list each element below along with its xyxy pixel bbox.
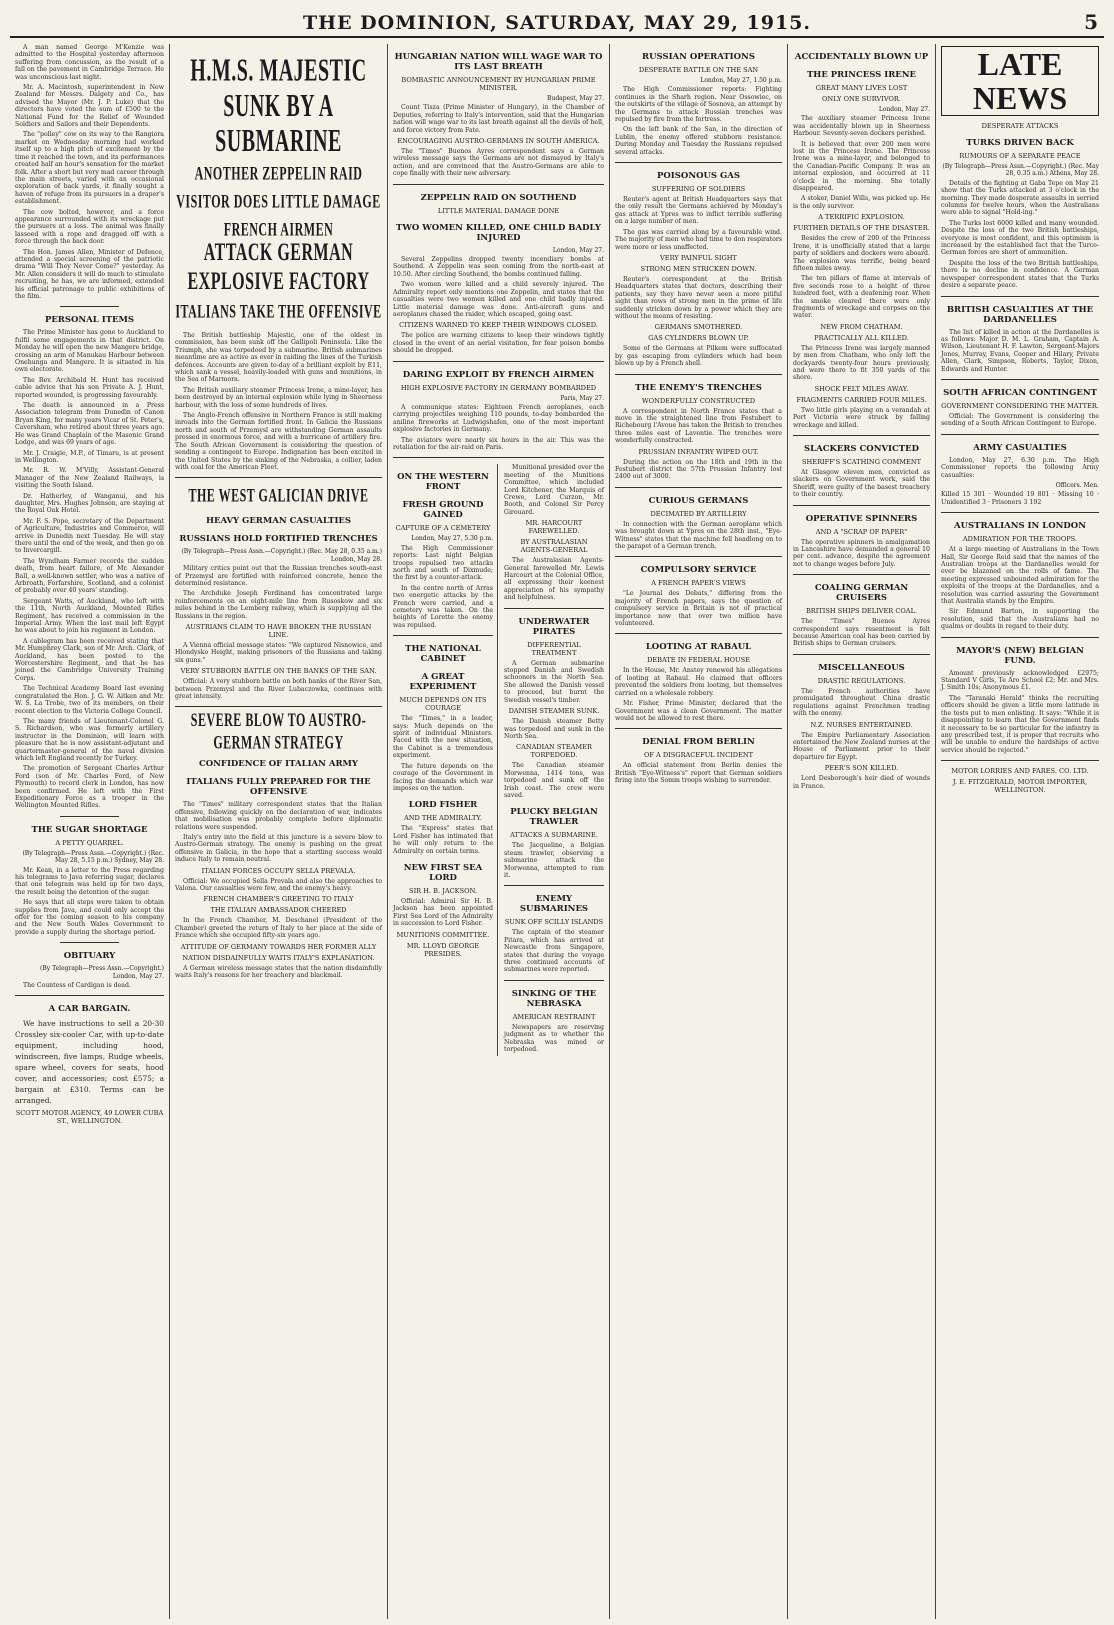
article-text: The Rev. Archibald H. Hunt has received cable advice that his son Private A. J. Hunt, reported wounded, is progressing favourably.: [15, 376, 164, 399]
sub-heading: FURTHER DETAILS OF THE DISASTER.: [793, 224, 930, 233]
sub-heading: SHOCK FELT MILES AWAY.: [814, 384, 909, 393]
sub-heading: A TERRIFIC EXPLOSION.: [818, 213, 905, 222]
headline-south-african: SOUTH AFRICAN CONTINGENT: [943, 387, 1097, 398]
sub-heading: MR. HARCOURT FAREWELLED.: [525, 519, 583, 536]
sub-heading: GOVERNMENT CONSIDERING THE MATTER.: [941, 401, 1099, 410]
sub-heading: DRASTIC REGULATIONS.: [817, 676, 906, 685]
headline-curious: CURIOUS GERMANS: [648, 495, 749, 506]
dateline: Paris, May 27.: [560, 394, 604, 402]
sub-heading: MUNITIONS COMMITTEE.: [396, 930, 490, 939]
sub-heading: BY AUSTRALASIAN AGENTS-GENERAL: [520, 538, 588, 555]
sub-heading: VERY STUBBORN BATTLE ON THE BANKS OF THE SAN.: [180, 667, 377, 676]
headline-spinners: OPERATIVE SPINNERS: [805, 513, 918, 524]
table-header: Officers. Men.: [1055, 481, 1099, 489]
article-text: Mr. A. Macintosh, superintendent in New Zealand for Messrs. Dalgety and Co., has advised the Mayor (Mr. J. P. Luke) that the directors have voted the sum of £500 to the National Fund for the Relief of Wounded Soldiers and Sailors and their Dependents.: [15, 84, 164, 129]
sub-heading: WONDERFULLY CONSTRUCTED: [641, 396, 756, 405]
sub-heading: TWO WOMEN KILLED, ONE CHILD BADLY INJURED: [396, 222, 601, 243]
summary-text: The British battleship Majestic, one of the oldest in commission, has been sunk off the Gallipoli Peninsula. Like the Triumph, she was torpedoed by a submarine. British submarines meantime are as active as ever in raiding the lines of the Turkish defences. Accounts are given to-day of a brilliant exploit by E11, which sank a vessel, heavily-loaded with guns and munitions, in the Sea of Marmora.: [175, 332, 382, 384]
article-text: The auxiliary steamer Princess Irene was accidentally blown up in Sheerness Harbour. Seventy-seven dockers perished.: [793, 115, 930, 138]
sub-heading: PRACTICALLY ALL KILLED.: [814, 333, 909, 342]
sub-heading: THE ITALIAN AMBASSADOR CHEERED: [210, 906, 347, 915]
sub-heading: CONFIDENCE OF ITALIAN ARMY: [198, 759, 358, 770]
article-text: A communique states: Eighteen French aeroplanes, each carrying projectiles weighing 110 pounds, to-day bombarded the aniline fireworks at Ludwigshafen, one of the most important explosive factories in Germany.: [393, 403, 604, 434]
article-text: Details of the fighting at Gaba Tepe on May 21 show that the Turks attacked at 3 o'clock in the morning. They made desperate assaults in serried columns for twelve hours, when the Australians were able to signal "Hold-ing.": [941, 179, 1099, 217]
headline-french: FRENCH AIRMEN: [223, 217, 334, 241]
sub-heading: MUCH DEPENDS ON ITS COURAGE: [399, 696, 487, 713]
headline-western: ON THE WESTERN FRONT: [397, 472, 489, 493]
sub-heading: LITTLE MATERIAL DAMAGE DONE: [437, 206, 560, 215]
sub-heading: VERY PAINFUL SIGHT: [660, 253, 737, 262]
sub-heading: ADMIRATION FOR THE TROOPS.: [962, 535, 1078, 544]
headline-sea-lord: NEW FIRST SEA LORD: [403, 862, 483, 883]
sub-heading: FRESH GROUND GAINED: [402, 500, 484, 521]
headline-majestic: H.M.S. MAJESTIC: [190, 53, 367, 89]
advertisement-signature: SCOTT MOTOR AGENCY, 49 LOWER CUBA ST., WELLINGTON.: [15, 1109, 164, 1126]
sub-heading: DECIMATED BY ARTILLERY: [650, 509, 747, 518]
article-text: Several Zeppelins dropped twenty incendiary bombs at Southend. A Zeppelin was seen coming from the north-east at 10.50. After circling Southend, the bombs continued falling.: [393, 256, 604, 278]
sub-heading: SUFFERING OF SOLDIERS: [651, 185, 746, 194]
article-text: The "Times," in a leader, says: Much depends on the spirit of individual Ministers. Faced with the new situation, the Cabinet is a tremendous experiment.: [393, 715, 493, 760]
headline-southend: ZEPPELIN RAID ON SOUTHEND: [420, 192, 577, 203]
sub-heading: AMERICAN RESTRAINT: [512, 1012, 596, 1021]
article-text: A man named George M'Kenzie was admitted to the Hospital yesterday afternoon suffering from concussion, as the result of a fall on the pavement in Cambridge Terrace. He was unconscious last night.: [15, 44, 164, 81]
advertisement-signature: J. E. FITZGERALD, MOTOR IMPORTER, WELLINGTON.: [952, 778, 1088, 795]
sub-heading: GERMANS SMOTHERED.: [654, 323, 743, 332]
sub-heading: CANADIAN STEAMER TORPEDOED.: [516, 743, 592, 760]
sub-heading: FRENCH CHAMBER'S GREETING TO ITALY: [203, 895, 354, 904]
sub-heading: RUMOURS OF A SEPARATE PEACE: [959, 152, 1081, 160]
article-text: The Prime Minister has gone to Auckland to fulfil some engagements in that district. On Monday he will open the new Mangere bridge, crossing an arm of Manukau Harbour between Onehunga and Mangere. It is situated in his own electorate.: [15, 329, 164, 374]
sub-heading: ATTACKS A SUBMARINE.: [510, 831, 598, 840]
dateline: (By Telegraph—Press Assn.—Copyright.) (Rec. May 28, 0.35 a.m.) London, May 28.: [181, 548, 382, 563]
sub-heading: PRUSSIAN INFANTRY WIPED OUT.: [638, 447, 759, 456]
sub-heading: NEW FROM CHATHAM.: [820, 322, 903, 331]
sub-heading: DANISH STEAMER SUNK.: [508, 707, 600, 716]
section-heading: THE SUGAR SHORTAGE: [31, 824, 148, 835]
sub-heading: FRAGMENTS CARRIED FOUR MILES.: [796, 395, 927, 404]
dateline: (By Telegraph—Press Assn.—Copyright.) London, May 27.: [40, 965, 164, 980]
headline-plucky: PLUCKY BELGIAN TRAWLER: [510, 807, 598, 828]
headline-gas: POISONOUS GAS: [657, 171, 740, 182]
headline-hungarian: HUNGARIAN NATION WILL WAGE WAR TO ITS LAST BREATH: [394, 52, 603, 72]
sub-heading: ATTITUDE OF GERMANY TOWARDS HER FORMER ALLY: [180, 942, 377, 951]
column-6: LATE NEWS DESPERATE ATTACKS TURKS DRIVEN BACK RUMOURS OF A SEPARATE PEACE (By Telegraph—Press Assn.—Copyright.) (Rec. May 28, 0.35 a.m.) Athens, May 28. Details of the fighting at Gaba Tepe on May 21 show that the Turks attacked at 3 o'clock in the morning. They made desperate assaults in serried columns for twelve hours, when the Australians were able to signal "Hold-ing." The Turks lost 6000 killed and many wounded. Despite the loss of the two British battleships, everyone is most confident, and this optimism is increased by the established fact that the Turco-German forces are short of ammunition. Despite the loss of the two British battleships, there is no decline in confidence. A German newspaper correspondent states that the Turks desire a separate peace. BRITISH CASUALTIES AT THE DARDANELLES The list of killed in action at the Dardanelles is as follows: Major D. M. L. Graham, Captain A. Wilson, Lieutenant H. F. Lawton, Sergeant-Majors Jones, Murray, Evans, Cooper and Hilary, Private Allen, Clark, Simpson, Roberts, Taylor, Dixon, Edwards and Hunter. SOUTH AFRICAN CONTINGENT GOVERNMENT CONSIDERING THE MATTER. Official: The Government is considering the sending of a South African Contingent to Europe. ARMY CASUALTIES London, May 27, 6.30 p.m. The High Commissioner reports the following Army casualties: Officers. Men. Killed 15 301 · Wounded 19 801 · Missing 10 · Unidentified 3 · Prisoners 3 192 AUSTRALIANS IN LONDON ADMIRATION FOR THE TROOPS. At a large meeting of Australians in the Town Hall, Sir George Reid said that the names of the Australian troops at the Dardanelles would for ever be blazoned on the rolls of fame. The meeting expressed unbounded admiration for the exploits of the troops at the Dardanelles, and a resolution was carried assuring the Government that Australia stands by the Empire. Sir Edmund Barton, in supporting the resolution, said that the Australians had no qualms or doubts in regard to their duty. MAYOR'S (NEW) BELGIAN FUND. Amount previously acknowledged £2975; Standard V Girls, Te Aro School £2; Mr. and Mrs. J. Smith 10s; Anonymous £1. The "Taranaki Herald" thinks the recruiting officers should be given a little more latitude in the tests put to men enlisting. It says: "While it is disappointing to learn that the Government finds it necessary to be so particular for the infantry in any prescribed test, it is proper that recruits who will be unable to endure the hardships of active service should be rejected." MOTOR LORRIES AND FARES. CO. LTD. J. E. FITZGERALD, MOTOR IMPORTER, WELLINGTON.: [941, 46, 1099, 795]
masthead-title: THE DOMINION, SATURDAY, MAY 29, 1915.: [302, 12, 812, 34]
summary-text: The British auxiliary steamer Princess Irene, a mine-layer, has been destroyed by an internal explosion while lying in Sheerness harbour, with the loss of some hundreds of lives.: [175, 386, 382, 409]
article-text: The High Commissioner reports: Last night Belgian troops repulsed two attacks north and south of Dixmude; the first by a counter-attack.: [393, 544, 493, 582]
headline-misc: MISCELLANEOUS: [818, 662, 905, 673]
sub-heading: DIFFERENTIAL TREATMENT: [527, 640, 581, 657]
headline-galician: THE WEST GALICIAN DRIVE: [188, 484, 369, 507]
article-text: Reuter's agent at British Headquarters says that the only result the Germans achieved by Monday's gas attack at Ypres was to inflict terrible suffering on a large number of men.: [615, 196, 782, 226]
sub-heading: MR. LLOYD GEORGE PRESIDES.: [406, 941, 480, 958]
headline-turks: TURKS DRIVEN BACK: [966, 138, 1074, 148]
headline-slackers: SLACKERS CONVICTED: [804, 444, 919, 454]
headline-coaling: COALING GERMAN CRUISERS: [814, 583, 909, 604]
section-heading: OBITUARY: [63, 951, 116, 962]
column-5: ACCIDENTALLY BLOWN UP THE PRINCESS IRENE GREAT MANY LIVES LOST ONLY ONE SURVIVOR. London, May 27. The auxiliary steamer Princess Irene was accidentally blown up in Sheerness Harbour. Seventy-seven dockers perished. It is believed that over 200 men were lost in the Princess Irene. The Princess Irene was a mine-layer, and belonged to the Canadian-Pacific Company. It was an internal explosion, and occurred at 11 o'clock in the morning. She totally disappeared. A stoker, Daniel Wills, was picked up. He is the only survivor. A TERRIFIC EXPLOSION. FURTHER DETAILS OF THE DISASTER. Besides the crew of 200 of the Princess Irene, it is unofficially stated that a large party of soldiers and dockers were aboard. The explosion was terrific, being heard fifteen miles away. The ten pillars of flame at intervals of five seconds rose to a height of three hundred feet, with a deafening roar. When the smoke cleared there were only fragments of wreckage and corpses on the water. NEW FROM CHATHAM. PRACTICALLY ALL KILLED. The Princess Irene was largely manned by men from Chatham, who only left the dockyards twenty-four hours previously, and were there to fit 350 yards of the shore. SHOCK FELT MILES AWAY. FRAGMENTS CARRIED FOUR MILES. Two little girls playing on a verandah at Port Victoria were struck by falling wreckage and killed. SLACKERS CONVICTED SHERIFF'S SCATHING COMMENT At Glasgow eleven men, convicted as slackers on Government work, said the Sheriff, were guilty of the basest treachery to their country. OPERATIVE SPINNERS AND A "SCRAP OF PAPER" The operative spinners in amalgamation in Lancashire have demanded a general 10 per cent. advance, despite the agreement not to change wages before July. COALING GERMAN CRUISERS BRITISH SHIPS DELIVER COAL. The "Times" Buenos Ayres correspondent says resentment is felt because American coal has been carried by British ships to German cruisers. MISCELLANEOUS DRASTIC REGULATIONS. The French authorities have promulgated throughout China drastic regulations against Frenchmen trading with the enemy. N.Z. NURSES ENTERTAINED. The Empire Parliamentary Association entertained the New Zealand nurses at the House of Parliament prior to their departure for Egypt. PEER'S SON KILLED. Lord Desborough's heir died of wounds in France.: [788, 44, 936, 1619]
sub-heading: A FRENCH PAPER'S VIEWS: [651, 579, 746, 588]
masthead: [10, 10, 1104, 38]
section-heading: PERSONAL ITEMS: [44, 315, 135, 326]
headline-sunk: SUNK BY A SUBMARINE: [215, 88, 342, 160]
dateline: London, May 27.: [878, 106, 930, 113]
sub-heading: HEAVY GERMAN CASUALTIES: [205, 516, 352, 527]
column-4: RUSSIAN OPERATIONS DESPERATE BATTLE ON THE SAN London, May 27, 1.50 p.m. The High Commissioner reports: Fighting continues in the Sharh region. Near Ossowiec, on the outskirts of the village of Sosnova, an attempt by the Germans to attack Russian trenches was repulsed by fire from the fortress. On the left bank of the San, in the direction of Lublin, the enemy offered stubborn resistance. During Monday and Tuesday the Russians repulsed several attacks. POISONOUS GAS SUFFERING OF SOLDIERS Reuter's agent at British Headquarters says that the only result the Germans achieved by Monday's gas attack at Ypres was to inflict terrible suffering on a large number of men. The gas was carried along by a favourable wind. The majority of men who had time to don respirators were more or less unaffected. VERY PAINFUL SIGHT STRONG MEN STRICKEN DOWN. Reuter's correspondent at the British Headquarters states that doctors, describing their patients, say they have never seen a more pitiful sight than rows of strong men in the prime of life suddenly stricken down by a power which they are without the means of resisting. GERMANS SMOTHERED. GAS CYLINDERS BLOWN UP. Some of the Germans at Pilkem were suffocated by gas escaping from cylinders which had been blown up by a French shell. THE ENEMY'S TRENCHES WONDERFULLY CONSTRUCTED A correspondent in North France states that a move in the straightened line from Festubert to Richebourg l'Avoue has taken the British to trenches three miles east of Laventie. The trenches were wonderfully constructed. PRUSSIAN INFANTRY WIPED OUT. During the action on the 18th and 19th in the Festubert district the 57th Prussian Infantry lost 2400 out of 3000. CURIOUS GERMANS DECIMATED BY ARTILLERY In connection with the German aeroplane which was brought down at Ypres on the 28th inst., "Eye-Witness" states that the machine fell headlong on to the parapet of a German trench. COMPULSORY SERVICE A FRENCH PAPER'S VIEWS "Le Journal des Debats," differing from the majority of French papers, says the question of compulsory service in Britain is not of practical importance now that over two million have volunteered. LOOTING AT RABAUL DEBATE IN FEDERAL HOUSE In the House, Mr. Anstey renewed his allegations of looting at Rabaul. He claimed that officers prevented the soldiers from looting, but themselves carried on a wholesale robbery. Mr. Fisher, Prime Minister, declared that the Government was a clean Government. The matter would not be allowed to rest there. DENIAL FROM BERLIN OF A DISGRACEFUL INCIDENT An official statement from Berlin denies the British "Eye-Witness's" report that German soldiers firing into the Somm troops wishing to surrender.: [610, 44, 788, 1619]
sub-heading: RUSSIANS HOLD FORTIFIED TRENCHES: [179, 534, 378, 545]
headline-visitor: VISITOR DOES LITTLE DAMAGE: [176, 189, 381, 213]
headline-italians: ITALIANS TAKE THE OFFENSIVE: [175, 299, 382, 323]
dateline: (By Telegraph—Press Assn.—Copyright.) (Rec. May 28, 5.15 p.m.) Sydney, May 28.: [22, 849, 164, 865]
sub-heading: SHERIFF'S SCATHING COMMENT: [801, 458, 921, 466]
dateline: London, May 27.: [552, 246, 604, 254]
sub-heading: AND THE ADMIRALTY.: [404, 814, 482, 823]
sub-heading: BOMBASTIC ANNOUNCEMENT BY HUNGARIAN PRIME MINISTER.: [401, 76, 596, 92]
column-2: H.M.S. MAJESTIC SUNK BY A SUBMARINE ANOTHER ZEPPELIN RAID VISITOR DOES LITTLE DAMAGE FRENCH AIRMEN ATTACK GERMAN EXPLOSIVE FACTORY ITALIANS TAKE THE OFFENSIVE The British battleship Majestic, one of the oldest in commission, has been sunk off the Gallipoli Peninsula. Like the Triumph, she was torpedoed by a submarine. British submarines meantime are as active as ever in raiding the lines of the Turkish defences. Accounts are given to-day of a brilliant exploit by E11, which sank a vessel, heavily-loaded with guns and munitions, in the Sea of Marmora. The British auxiliary steamer Princess Irene, a mine-layer, has been destroyed by an internal explosion while lying in Sheerness harbour, with the loss of some hundreds of lives. The Anglo-French offensive in Northern France is still making inroads into the German fortified front. In Galicia the Russians north and south of Przemysl are withstanding German assaults pressed in enormous force, and with a hurricane of artillery fire. The South African Government is considering the question of sending a contingent to Europe. Indignation has been excited in the United States by the sinking of the Nebraska, a collier, laden with coal for the American Fleet. THE WEST GALICIAN DRIVE HEAVY GERMAN CASUALTIES RUSSIANS HOLD FORTIFIED TRENCHES (By Telegraph—Press Assn.—Copyright.) (Rec. May 28, 0.35 a.m.) London, May 28. Military critics point out that the Russian trenches south-east of Przemysl are fortified with reinforced concrete, hence the determined resistance. The Archduke Joseph Ferdinand has concentrated large reinforcements on an eight-mile line from Rusoskow and six miles behind in the Lemberg railway, which is supplying all the Russians in the region. AUSTRIANS CLAIM TO HAVE BROKEN THE RUSSIAN LINE. A Vienna official message states: "We captured Nisnowice, and Hlondysko Height, making prisoners of the Russians and taking six guns." VERY STUBBORN BATTLE ON THE BANKS OF THE SAN. Official: A very stubborn battle on both banks of the River San, between Przemysl and the River Lubaczowka, continues with great intensity. SEVERE BLOW TO AUSTRO-GERMAN STRATEGY CONFIDENCE OF ITALIAN ARMY ITALIANS FULLY PREPARED FOR THE OFFENSIVE The "Times" military correspondent states that the Italian offensive, following quickly on the declaration of war, indicates that mobilisation was probably complete before diplomatic relations were suspended. Italy's entry into the field at this juncture is a severe blow to Austro-German strategy. The enemy is pushing on the great offensive in Galicia, in the hope that a startling success would induce Italy to remain neutral. ITALIAN FORCES OCCUPY SELLA PREVALA. Official: We occupied Sella Prevala and also the approaches to Valona. Our casualties were few, and the enemy's heavy. FRENCH CHAMBER'S GREETING TO ITALY THE ITALIAN AMBASSADOR CHEERED In the French Chamber, M. Deschanel (President of the Chamber) greeted the return of Italy to her place at the side of France which she occupied fifty-six years ago. ATTITUDE OF GERMANY TOWARDS HER FORMER ALLY NATION DISDAINFULLY WAITS ITALY'S EXPLANATION. A German wireless message states that the nation disdainfully waits Italy's reasons for her treachery and blackmail.: [170, 44, 388, 1619]
headline-attack: ATTACK GERMAN EXPLOSIVE FACTORY: [187, 239, 370, 296]
sub-heading: AUSTRIANS CLAIM TO HAVE BROKEN THE RUSSIAN LINE.: [185, 622, 372, 639]
headline-berlin: DENIAL FROM BERLIN: [642, 737, 755, 748]
headline-nebraska: SINKING OF THE NEBRASKA: [511, 988, 597, 1009]
headline-zeppelin: ANOTHER ZEPPELIN RAID: [194, 161, 363, 185]
sub-heading: A GREAT EXPERIMENT: [409, 672, 477, 693]
sub-heading: GAS CYLINDERS BLOWN UP.: [648, 334, 749, 343]
article-text: Military critics point out that the Russian trenches south-east of Przemysl are fortified with reinforced concrete, hence the determined resistance.: [175, 565, 382, 587]
headline-underwater: UNDERWATER PIRATES: [518, 616, 590, 637]
article-text: Count Tisza (Prime Minister of Hungary), in the Chamber of Deputies, referring to Italy's intervention, said that the Hungarian nation will wage war to its last breath against all the devils of hell, and force victory from Fate.: [393, 104, 604, 134]
advertisement-heading: A CAR BARGAIN.: [48, 1004, 131, 1015]
columns: [10, 44, 1104, 1619]
sub-heading: GREAT MANY LIVES LOST: [815, 84, 908, 92]
sub-heading: OF A DISGRACEFUL INCIDENT: [643, 751, 754, 760]
sub-heading: BRITISH SHIPS DELIVER COAL.: [805, 607, 918, 616]
sub-heading: ITALIAN FORCES OCCUPY SELLA PREVALA.: [201, 866, 356, 875]
sub-heading: CITIZENS WARNED TO KEEP THEIR WINDOWS CLOSED.: [399, 321, 598, 330]
headline-severe: SEVERE BLOW TO AUSTRO-GERMAN STRATEGY: [190, 709, 367, 754]
article-text: The High Commissioner reports: Fighting continues in the Sharh region. Near Ossowiec, on the outskirts of the village of Sosnova, an attempt by the Germans to attack Russian trenches was repulsed by fire from the fortress.: [615, 86, 782, 124]
late-news-banner: LATE NEWS: [941, 46, 1099, 116]
sub-heading: DESPERATE BATTLE ON THE SAN: [638, 66, 759, 74]
dateline: Budapest, May 27.: [547, 95, 604, 102]
casualty-table: Killed 15 301 · Wounded 19 801 · Missing 10 · Unidentified 3 · Prisoners 3 192: [941, 491, 1099, 506]
headline-australians: AUSTRALIANS IN LONDON: [954, 521, 1086, 532]
article-text: London, May 27, 6.30 p.m. The High Commissioner reports the following Army casualties:: [941, 456, 1099, 479]
headline-trenches: THE ENEMY'S TRENCHES: [635, 382, 762, 393]
article-text: The Countess of Cardigan is dead.: [23, 982, 131, 990]
sub-heading: N.Z. NURSES ENTERTAINED.: [810, 720, 913, 729]
sub-heading: A PETTY QUARREL.: [55, 838, 124, 847]
headline-compulsory: COMPULSORY SERVICE: [640, 565, 757, 576]
dateline: London, May 27, 1.50 p.m.: [700, 77, 782, 84]
page-number: 5: [1084, 10, 1098, 34]
sub-heading: DEBATE IN FEDERAL HOUSE: [647, 656, 750, 665]
headline-accident: ACCIDENTALLY BLOWN UP: [794, 52, 929, 62]
column-1: A man named George M'Kenzie was admitted to the Hospital yesterday afternoon suffering from concussion, as the result of a fall on the pavement in Cambridge Terrace. He was unconscious last night. Mr. A. Macintosh, superintendent in New Zealand for Messrs. Dalgety and Co., has advised the Mayor (Mr. J. P. Luke) that the directors have voted the sum of £500 to the National Fund for the Relief of Wounded Soldiers and Sailors and their Dependents. The "polley" cow on its way to the Rangiora market on Wednesday morning had worked itself up to a high pitch of excitement by the time it reached the town, and its performances created half an hour's sensation for the market folk. After a short but very mad career through the main streets, varied with an occasional exploration of back yards, it finally sought a haven of refuge from its pursuers in a draper's establishment. The cow bolted, however, and a force appearance surrounded with its wreckage put the pursuers at a loss. The animal was finally lassoed with a rope and dragged off with a force through the back door. The Hon. James Allen, Minister of Defence, attended a special screening of the patriotic drama "Will They Never Come?" yesterday. As Mr. Allen considers it will do much to stimulate recruiting, he has, we are informed, extended his official patronage to public exhibitions of the film. PERSONAL ITEMS The Prime Minister has gone to Auckland to fulfil some engagements in that district. On Monday he will open the new Mangere bridge, crossing an arm of Manukau Harbour between Onehunga and Mangere. It is situated in his own electorate. The Rev. Archibald H. Hunt has received cable advice that his son Private A. J. Hunt, reported wounded, is progressing favourably. The death is announced in a Press Association telegram from Dunedin of Canon Bryan King, for many years Vicar of St. Peter's, Caversham, who retired about three years ago. He was Grand Chaplain of the Masonic Grand Lodge, and was 69 years of age. Mr. J. Craigie, M.P., of Timaru, is at present in Wellington. Mr. R. W. M'Villy, Assistant-General Manager of the New Zealand Railways, is visiting the South Island. Dr. Hatherley, of Wanganui, and his daughter, Mrs. Hughes Johnson, are staying at the Royal Oak Hotel. Mr. F. S. Pope, secretary of the Department of Agriculture, Industries and Commerce, will arrive in Dunedin next Tuesday. He will stay there until the end of the week, and then go on to Invercargill. The Wyndham Farmer records the sudden death, from heart failure, of Mr. Alexander Ball, a well-known settler, who was a native of Arbroath, Forfarshire, Scotland, and a colonist of probably over 40 years' standing. Sergeant Watts, of Auckland, who left with the 11th, North Auckland, Mounted Rifles Regiment, has received a commission in the Imperial Army. When the last mail left Egypt he was about to join his regiment in London. A cablegram has been received stating that Mr. Humphrey Clark, son of Mr. Arch. Clark, of Auckland, has been posted to the Worcestershire Regiment, and that he has joined the Cambridge University Training Corps. The Technical Academy Board last evening congratulated the Hon. J. G. W. Aitken and Mr. W. S. La Trobe, two of its members, on their recent election to the Victoria College Council. The many friends of Lieutenant-Colonel G. S. Richardson, who was formerly artillery instructor in the Dominion, will learn with pleasure that he is now assistant-adjutant and quartermaster-general of the naval division which left England recently for Turkey. The promotion of Sergeant Charles Arthur Ford (son of Mr. Charles Ford, of New Plymouth) to record clerk in London, has now been confirmed. He left with the First Expeditionary Force as a trooper in the Wellington Mounted Rifles. THE SUGAR SHORTAGE A PETTY QUARREL. (By Telegraph—Press Assn.—Copyright.) (Rec. May 28, 5.15 p.m.) Sydney, May 28. Mr. Kean, in a letter to the Press regarding his telegrams to Java referring sugar, declares that one telegram was held up for two days, the result being the detention of the sugar. He says that all steps were taken to obtain supplies from Java, and could only accept the offer for the coming season to his company and the New South Wales Government to provide a supply during the shortage period. OBITUARY (By Telegraph—Press Assn.—Copyright.) London, May 27. The Countess of Cardigan is dead. A CAR BARGAIN. We have instructions to sell a 20-30 Crossley six-cooler Car, with up-to-date equipment, including hood, windscreen, five lamps, Rudge wheels, spare wheel, covers for seats, hood cover, and accessories; cost £575; a bargain at £310. Terms can be arranged. SCOTT MOTOR AGENCY, 49 LOWER CUBA ST., WELLINGTON.: [10, 44, 170, 1619]
sub-heading: SIR H. B. JACKSON.: [409, 886, 477, 895]
sub-heading: SUNK OFF SCILLY ISLANDS: [504, 918, 604, 927]
sub-heading: HIGH EXPLOSIVE FACTORY IN GERMANY BOMBARDED: [400, 383, 597, 392]
sub-heading: STRONG MEN STRICKEN DOWN.: [640, 264, 757, 273]
sub-heading: ONLY ONE SURVIVOR.: [822, 95, 901, 103]
article-text: The "Express" states that Lord Fisher has intimated that he will only return to the Admiralty on certain terms.: [393, 825, 493, 855]
headline-fisher: LORD FISHER: [408, 800, 478, 811]
sub-heading: NATION DISDAINFULLY WAITS ITALY'S EXPLANATION.: [182, 953, 375, 962]
sub-heading: DESPERATE ATTACKS: [981, 122, 1059, 130]
column-3: HUNGARIAN NATION WILL WAGE WAR TO ITS LAST BREATH BOMBASTIC ANNOUNCEMENT BY HUNGARIAN PRIME MINISTER. Budapest, May 27. Count Tisza (Prime Minister of Hungary), in the Chamber of Deputies, referring to Italy's intervention, said that the Hungarian nation will wage war to its last breath against all the devils of hell, and force victory from Fate. ENCOURAGING AUSTRO-GERMANS IN SOUTH AMERICA. The "Times" Buenos Ayres correspondent says a German wireless message says the Germans are not dismayed by Italy's action, and are convinced that the Austro-Germans are able to cope finally with their new adversary. ZEPPELIN RAID ON SOUTHEND LITTLE MATERIAL DAMAGE DONE TWO WOMEN KILLED, ONE CHILD BADLY INJURED London, May 27. Several Zeppelins dropped twenty incendiary bombs at Southend. A Zeppelin was seen coming from the north-east at 10.50. After circling Southend, the bombs continued falling. Two women were killed and a child severely injured. The Admiralty report only mentions one Zeppelin, and states that the casualties were two women killed and one child badly injured. Little material damage was done. Anti-aircraft guns and aeroplanes chased the raider, which escaped, going east. CITIZENS WARNED TO KEEP THEIR WINDOWS CLOSED. The police are warning citizens to keep their windows tightly closed in the event of an aerial visitation, for fear poison bombs should be dropped. DARING EXPLOIT BY FRENCH AIRMEN HIGH EXPLOSIVE FACTORY IN GERMANY BOMBARDED Paris, May 27. A communique states: Eighteen French aeroplanes, each carrying projectiles weighing 110 pounds, to-day bombarded the aniline fireworks at Ludwigshafen, one of the most important explosive factories in Germany. The aviators were nearly six hours in the air. This was the retaliation for the air-raid on Paris. ON THE WESTERN FRONT FRESH GROUND GAINED CAPTURE OF A CEMETERY London, May 27, 5.30 p.m. The High Commissioner reports: Last night Belgian troops repulsed two attacks north and south of Dixmude; the first by a counter-attack. In the centre north of Arras two energetic attacks by the French were carried, and a cemetery was taken. On the heights of Lorette the enemy was repulsed. THE NATIONAL CABINET A GREAT EXPERIMENT MUCH DEPENDS ON ITS COURAGE The "Times," in a leader, says: Much depends on the spirit of individual Ministers. Faced with the new situation, the Cabinet is a tremendous experiment. The future depends on the courage of the Government in facing the demands which war imposes on the nation. LORD FISHER AND THE ADMIRALTY. The "Express" states that Lord Fisher has intimated that he will only return to the Admiralty on certain terms. NEW FIRST SEA LORD SIR H. B. JACKSON. Official: Admiral Sir H. B. Jackson has been appointed First Sea Lord of the Admiralty in succession to Lord Fisher. MUNITIONS COMMITTEE. MR. LLOYD GEORGE PRESIDES. Munitional presided over the meeting of the Munitions Committee, which included Lord Kitchener, the Marquis of Crewe, Lord Curzon, Mr. Booth, and Colonel Sir Percy Girouard. MR. HARCOURT FAREWELLED. BY AUSTRALASIAN AGENTS-GENERAL The Australasian Agents-General farewelled Mr. Lewis Harcourt at the Colonial Office, all expressing their keenest appreciation of his sympathy and helpfulness. UNDERWATER PIRATES DIFFERENTIAL TREATMENT A German submarine stopped Danish and Swedish schooners in the North Sea. She allowed the Danish vessel to proceed, but burnt the Swedish vessel's timber. DANISH STEAMER SUNK. The Danish steamer Betty was torpedoed and sunk in the North Sea. CANADIAN STEAMER TORPEDOED. The Canadian steamer Morwenna, 1414 tons, was torpedoed and sunk off the Irish coast. The crew were saved. PLUCKY BELGIAN TRAWLER ATTACKS A SUBMARINE. The Jacqueline, a Belgian steam trawler, observing a submarine attack the Morwenna, attempted to ram it. ENEMY SUBMARINES SUNK OFF SCILLY ISLANDS The captain of the steamer Pitara, which has arrived at Newcastle from Singapore, states that during the voyage three continued accounts of submarines were reported. SINKING OF THE NEBRASKA AMERICAN RESTRAINT Newspapers are reserving judgment as to whether the Nebraska was mined or torpedoed.: [388, 44, 610, 1619]
headline-daring: DARING EXPLOIT BY FRENCH AIRMEN: [402, 369, 595, 380]
headline-russian: RUSSIAN OPERATIONS: [642, 52, 755, 62]
headline-army: ARMY CASUALTIES: [973, 442, 1067, 453]
article-text: Mr. Kean, in a letter to the Press regarding his telegrams to Java referring sugar, declares that one telegram was held up for two days, the result being the detention of the sugar.: [15, 866, 164, 896]
headline-rabaul: LOOTING AT RABAUL: [645, 642, 752, 653]
headline-casualties: BRITISH CASUALTIES AT THE DARDANELLES: [946, 304, 1094, 325]
headline-cabinet: THE NATIONAL CABINET: [405, 644, 481, 665]
sub-heading: ITALIANS FULLY PREPARED FOR THE OFFENSIVE: [186, 777, 371, 798]
headline-belgian-fund: MAYOR'S (NEW) BELGIAN FUND.: [956, 645, 1084, 666]
dateline: London, May 27, 5.30 p.m.: [411, 535, 493, 543]
headline-scilly: ENEMY SUBMARINES: [519, 894, 589, 915]
dateline: (By Telegraph—Press Assn.—Copyright.) (Rec. May 28, 0.35 a.m.) Athens, May 28.: [942, 163, 1099, 178]
sub-heading: CAPTURE OF A CEMETERY: [395, 524, 491, 533]
advertisement-heading: MOTOR LORRIES AND FARES. CO. LTD.: [951, 767, 1089, 776]
advertisement-text: We have instructions to sell a 20-30 Crossley six-cooler Car, with up-to-date equipment, including hood, windscreen, five lamps, Rudge wheels, spare wheel, covers for seats, hood cover, and accessories; cost £575; a bargain at £310. Terms can be arranged.: [15, 1019, 164, 1106]
article-text: The "Times" military correspondent states that the Italian offensive, following quickly on the declaration of war, indicates that mobilisation was probably complete before diplomatic relations were suspended.: [175, 801, 382, 831]
sub-heading: AND A "SCRAP OF PAPER": [815, 527, 908, 536]
sub-heading: PEER'S SON KILLED.: [824, 764, 899, 773]
headline-irene: THE PRINCESS IRENE: [806, 70, 917, 80]
sub-heading: ENCOURAGING AUSTRO-GERMANS IN SOUTH AMERICA.: [397, 137, 600, 146]
